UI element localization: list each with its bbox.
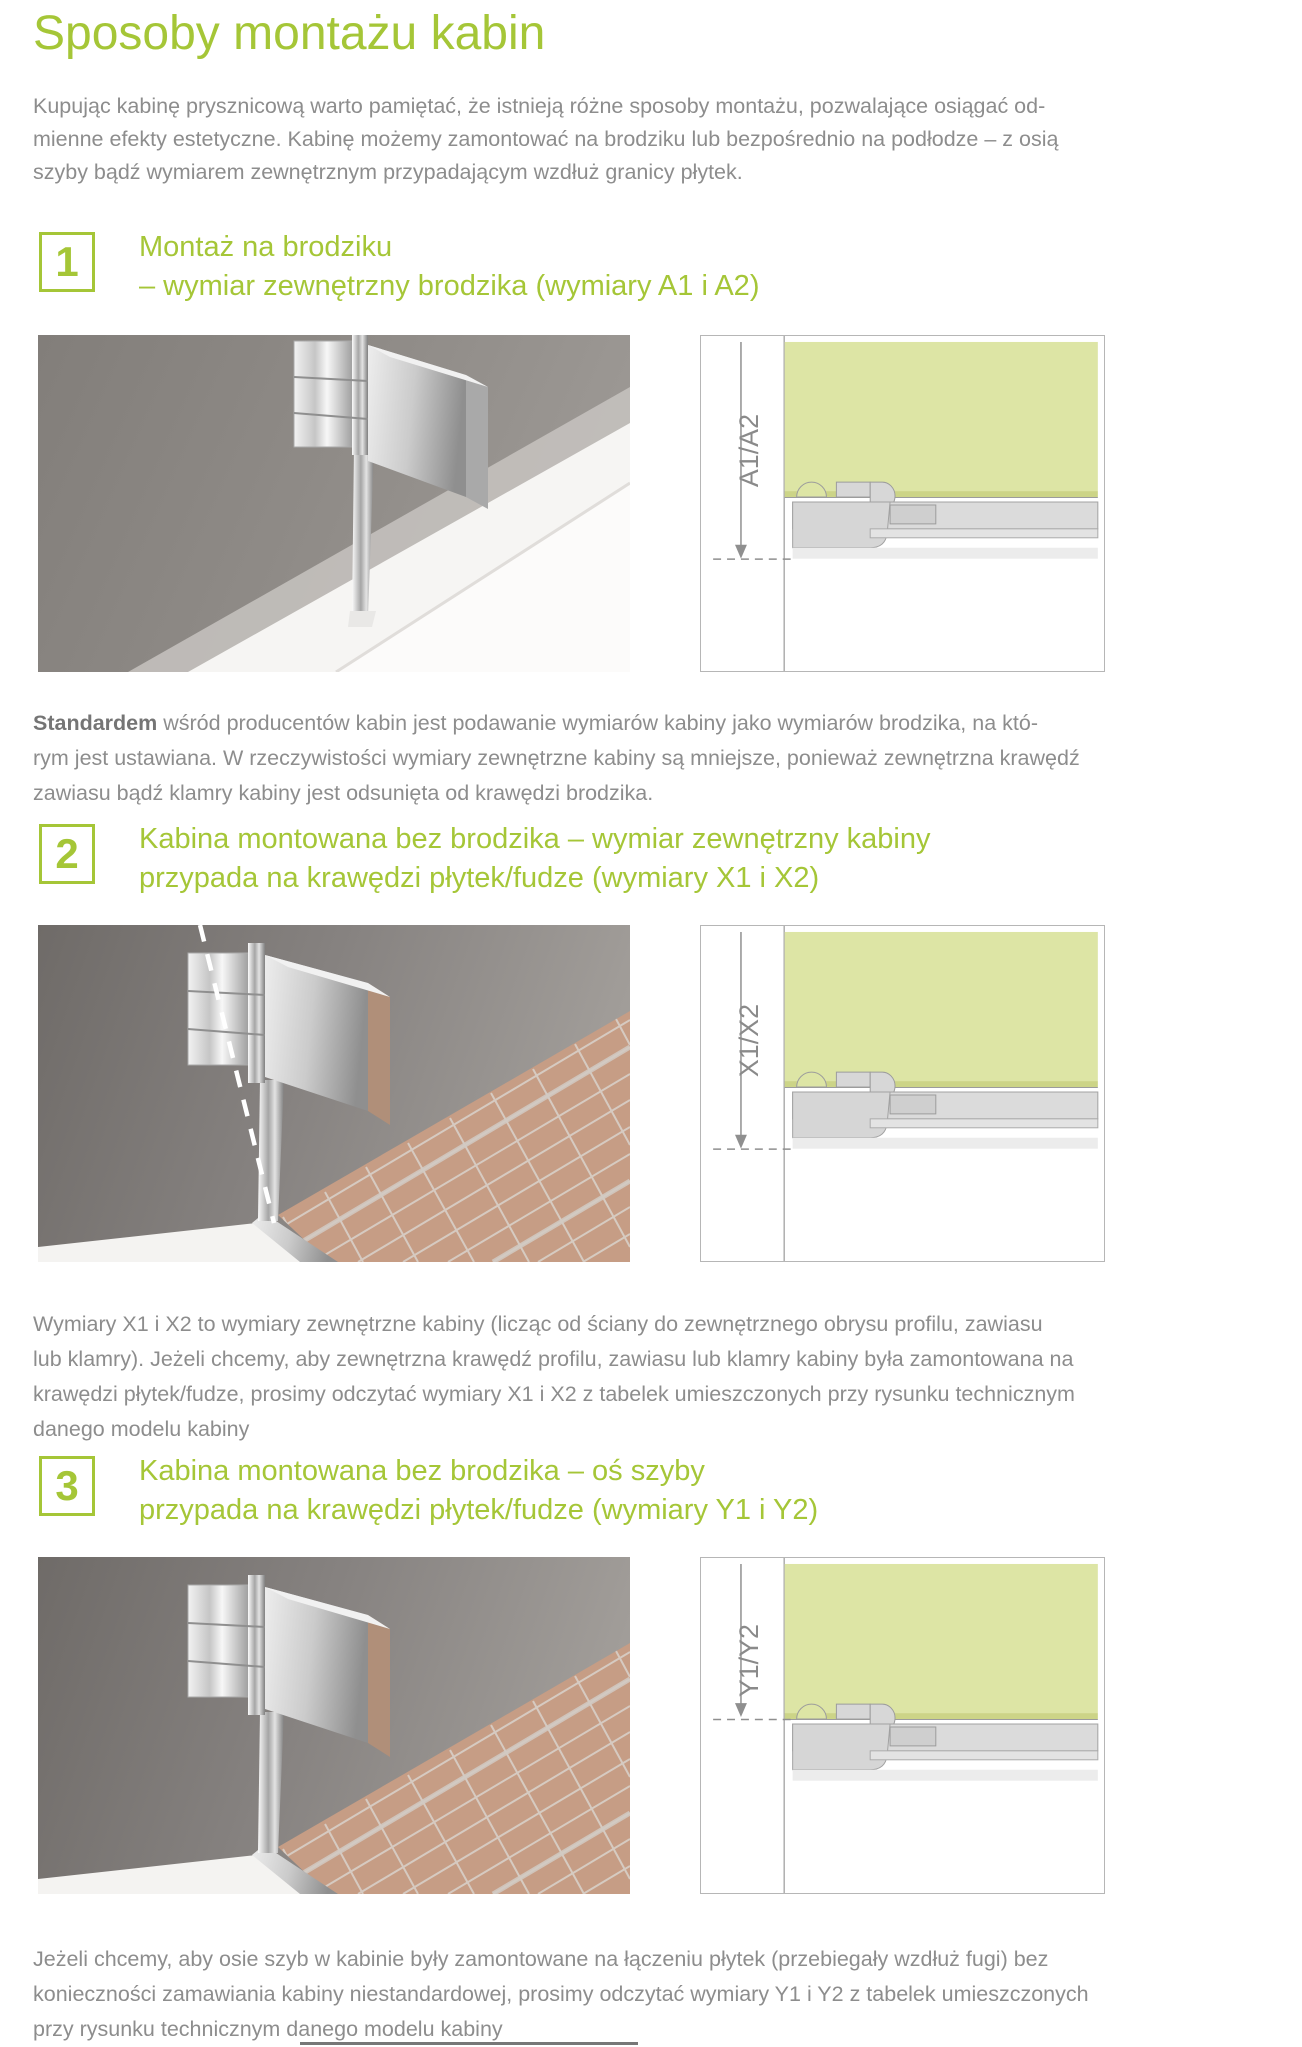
section2-diagram xyxy=(700,925,1105,1262)
note-line: danego modelu kabiny xyxy=(33,1416,250,1441)
note-line: Standardem wśród producentów kabin jest podawanie wymiarów kabiny jako wymiarów brodzika, na któ- xyxy=(33,710,1038,735)
note-line: Wymiary X1 i X2 to wymiary zewnętrzne kabiny (licząc od ściany do zewnętrznego obrysu profilu, zawiasu xyxy=(33,1311,1043,1336)
section-number-badge: 2 xyxy=(39,824,95,884)
intro-paragraph xyxy=(33,90,1283,189)
heading-line: – wymiar zewnętrzny brodzika (wymiary A1 i A2) xyxy=(139,270,760,302)
hinge-bracket-edge xyxy=(368,1615,390,1757)
note-line: konieczności zamawiania kabiny niestandardowej, prosimy odczytać wymiary Y1 i Y2 z tabelek umieszczonych xyxy=(33,1981,1089,2006)
section1-photo-shower-tray-hinge xyxy=(38,335,630,672)
strip-foot xyxy=(348,611,376,627)
hinge-knuckle xyxy=(352,335,368,455)
tray-left-block xyxy=(793,1724,890,1770)
heading-line: przypada na krawędzi płytek/fudze (wymiary X1 i X2) xyxy=(139,862,820,894)
hinge-wall-plate xyxy=(188,1585,250,1697)
section3-header xyxy=(39,1452,818,1530)
hinge-wall-plate xyxy=(294,341,354,447)
dimension-label: A1/A2 xyxy=(733,414,764,488)
section1-note xyxy=(33,706,1283,811)
section3-diagram xyxy=(700,1557,1105,1894)
heading-line: przypada na krawędzi płytek/fudze (wymiary Y1 i Y2) xyxy=(139,1494,819,1526)
glass-bottom-seal xyxy=(785,1081,1098,1087)
section2-heading xyxy=(139,820,930,898)
section-number-badge: 3 xyxy=(39,1456,95,1516)
section3-note xyxy=(33,1942,1283,2047)
section2-note xyxy=(33,1307,1283,1447)
glass-bottom-seal xyxy=(785,491,1098,497)
glass-panel xyxy=(785,342,1098,491)
section1-heading xyxy=(139,228,759,306)
page-edge-artifact xyxy=(300,2042,638,2045)
glass-panel xyxy=(785,1564,1098,1713)
glass-panel xyxy=(785,932,1098,1081)
tray-base-band xyxy=(793,1770,1098,1781)
clamp-section xyxy=(836,1072,870,1087)
dimension-label: Y1/Y2 xyxy=(733,1624,764,1698)
dimension-arrow xyxy=(735,1703,747,1717)
note-line: krawędzi płytek/fudze, prosimy odczytać wymiary X1 i X2 z tabelek umieszczonych przy rysunku technicznym xyxy=(33,1381,1075,1406)
tray-base-band xyxy=(793,548,1098,559)
section2-header xyxy=(39,820,930,898)
page-title: Sposoby montażu kabin xyxy=(33,7,546,60)
note-line: Jeżeli chcemy, aby osie szyb w kabinie były zamontowane na łączeniu płytek (przebiegały wzdłuż fugi) bez xyxy=(33,1946,1049,1971)
tray-lip xyxy=(870,529,1098,538)
hinge-wall-plate xyxy=(188,953,250,1065)
glass-bottom-seal xyxy=(785,1713,1098,1719)
tray-notch xyxy=(890,1095,936,1114)
section3-heading xyxy=(139,1452,818,1530)
note-line: rym jest ustawiana. W rzeczywistości wymiary zewnętrzne kabiny są mniejsze, ponieważ zewnętrzna krawędź xyxy=(33,745,1080,770)
hinge-bracket-edge xyxy=(368,983,390,1125)
heading-line: Kabina montowana bez brodzika – wymiar zewnętrzny kabiny xyxy=(139,823,931,855)
dimension-arrow xyxy=(735,1135,747,1149)
intro-line: Kupując kabinę prysznicową warto pamiętać, że istnieją różne sposoby montażu, pozwalające osiągać od- xyxy=(33,94,1046,118)
note-line: zawiasu bądź klamry kabiny jest odsunięta od krawędzi brodzika. xyxy=(33,780,654,805)
note-line: przy rysunku technicznym danego modelu kabiny xyxy=(33,2016,503,2041)
tray-left-block xyxy=(793,502,890,548)
clamp-section xyxy=(836,1704,870,1719)
clamp-section xyxy=(836,482,870,497)
heading-line: Kabina montowana bez brodzika – oś szyby xyxy=(139,1455,705,1487)
hinge-knuckle xyxy=(248,1575,265,1715)
tray-notch xyxy=(890,505,936,524)
section1-header xyxy=(39,228,759,306)
section-number-badge: 1 xyxy=(39,232,95,292)
section1-diagram xyxy=(700,335,1105,672)
note-line: lub klamry). Jeżeli chcemy, aby zewnętrzna krawędź profilu, zawiasu lub klamry kabiny była zamontowana na xyxy=(33,1346,1074,1371)
tray-base-band xyxy=(793,1138,1098,1149)
note-bold: Standardem xyxy=(33,710,158,735)
hinge-knuckle xyxy=(248,943,265,1083)
dimension-arrow xyxy=(735,545,747,559)
tray-lip xyxy=(870,1751,1098,1760)
intro-line: szyby bądź wymiarem zewnętrznym przypadającym wzdłuż granicy płytek. xyxy=(33,160,743,184)
heading-line: Montaż na brodziku xyxy=(139,231,393,263)
section2-photo-tiles-dashed-line xyxy=(38,925,630,1262)
tray-left-block xyxy=(793,1092,890,1138)
tray-lip xyxy=(870,1119,1098,1128)
hinge-bracket-edge xyxy=(466,375,488,509)
dimension-label: X1/X2 xyxy=(733,1004,764,1078)
tray-notch xyxy=(890,1727,936,1746)
section3-photo-tiles xyxy=(38,1557,630,1894)
intro-line: mienne efekty estetyczne. Kabinę możemy zamontować na brodziku lub bezpośrednio na podłodze – z osią xyxy=(33,127,1059,151)
